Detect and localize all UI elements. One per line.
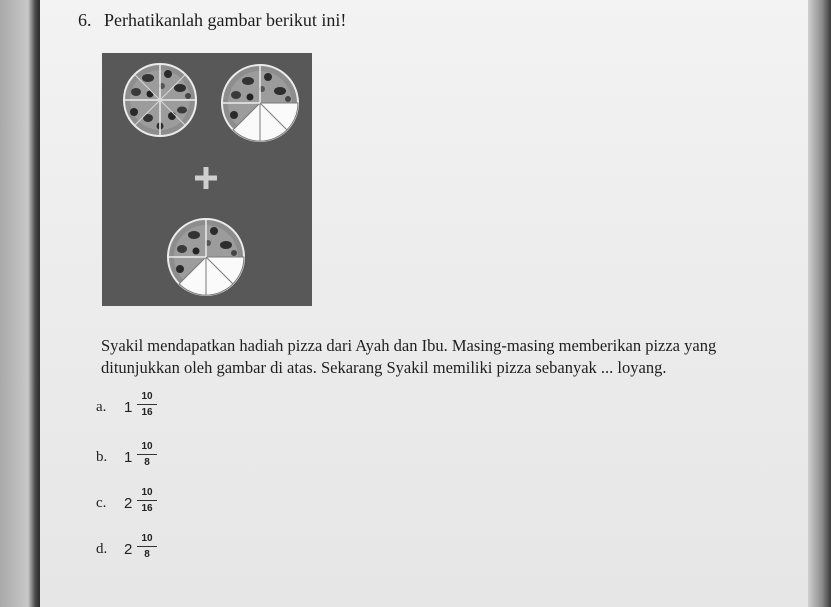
option-whole: 1 <box>124 449 133 466</box>
fraction-denominator: 8 <box>144 457 150 468</box>
option-whole: 2 <box>124 495 133 512</box>
fraction-numerator: 10 <box>141 533 153 544</box>
option-letter: b. <box>96 449 108 465</box>
pizza-illustration <box>102 53 312 306</box>
story-line-1: Syakil mendapatkan hadiah pizza dari Ayah dan Ibu. Masing-masing memberikan pizza yang <box>101 336 717 355</box>
fraction-denominator: 16 <box>141 407 153 418</box>
plus-icon <box>195 167 217 189</box>
fraction-bar <box>137 404 157 405</box>
fraction-bar <box>137 546 157 547</box>
fraction-bar <box>137 500 157 501</box>
whole-pizza <box>124 64 196 136</box>
fraction-denominator: 8 <box>144 549 150 560</box>
option-letter: c. <box>96 495 107 511</box>
option-fraction <box>137 487 157 515</box>
fraction-denominator: 16 <box>141 503 153 514</box>
option-whole: 1 <box>124 399 133 416</box>
fraction-numerator: 10 <box>141 487 153 498</box>
pizza-figure <box>102 53 312 306</box>
fraction-numerator: 10 <box>141 441 153 452</box>
option-letter: a. <box>96 399 107 415</box>
story-line-2: ditunjukkan oleh gambar di atas. Sekarang Syakil memiliki pizza sebanyak ... loyang. <box>101 358 667 377</box>
question-title: Perhatikanlah gambar berikut ini! <box>104 10 347 30</box>
option-fraction <box>137 441 157 469</box>
partial-pizza-bottom <box>168 219 244 295</box>
binder-edge-right <box>808 0 831 607</box>
question-number: 6. <box>78 10 92 30</box>
option-fraction <box>137 391 157 419</box>
question-story <box>101 335 801 379</box>
partial-pizza-top <box>222 65 298 141</box>
binder-edge-left <box>0 0 40 607</box>
fraction-numerator: 10 <box>141 391 153 402</box>
option-whole: 2 <box>124 541 133 558</box>
option-fraction <box>137 533 157 561</box>
fraction-bar <box>137 454 157 455</box>
option-letter: d. <box>96 541 108 557</box>
